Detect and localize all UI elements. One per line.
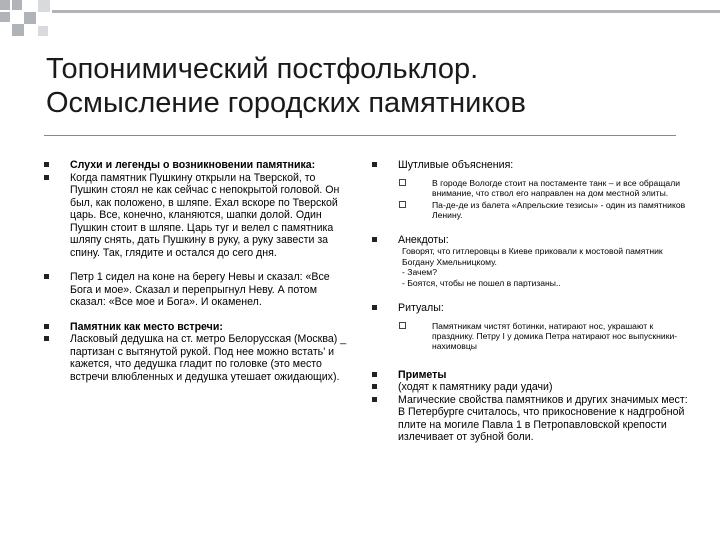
square-bullet-icon [372,162,377,167]
decor-square-6 [38,0,50,12]
bullet-item [372,302,692,315]
rumors-heading: Слухи и легенды о возникновении памятника: [70,159,316,171]
title-divider [44,135,676,136]
sub-bullet-item [372,321,692,351]
decor-square-7 [38,26,48,36]
square-bullet-icon [44,274,49,279]
decor-square-1 [0,0,10,10]
square-bullet-icon [372,397,377,402]
right-column [372,159,692,444]
decor-bar [52,10,720,13]
bullet-item [372,369,692,382]
left-column [44,159,354,383]
hollow-square-bullet-icon [399,179,406,186]
bullet-item [44,271,354,309]
omens-text: (ходят к памятнику ради удачи) [398,381,553,393]
rituals-heading: Ритуалы: [398,302,444,314]
hollow-square-bullet-icon [399,201,406,208]
square-bullet-icon [372,305,377,310]
square-bullet-icon [44,175,49,180]
lenin-ballet-text: Па-де-де из балета «Апрельские тезисы» - один из памятников Ленину. [432,199,686,220]
square-bullet-icon [372,237,377,242]
title-line-1: Топонимический постфольклор. [46,53,479,85]
square-bullet-icon [372,372,377,377]
bullet-item [44,172,354,260]
jokes-heading: Шутливые объяснения: [398,159,514,171]
sub-bullet-item [372,178,692,198]
decor-square-3 [0,12,10,22]
bullet-item [372,159,692,172]
magic-properties-text: Магические свойства памятников и других значимых мест: В Петербурге считалось, что прикосновение к надгробной плите на могиле Павла 1 в Петропавловской крепости излечивает от зубной боли. [398,393,688,443]
decor-square-2 [12,0,22,10]
grandpa-text: Ласковый дедушка на ст. метро Белорусская (Москва) _ партизан с вытянутой рукой. Под нее можно встать' и кажется, что дедушка гладит по головке (это место встречи влюбленных и дедушка утешает ожидающих). [70,333,347,383]
peter-legend: Петр 1 сидел на коне на берегу Невы и сказал: «Все Бога и мое». Сказал и перепрыгнул Неву. А потом сказал: «Все мое и Бога». И окаменел. [70,271,330,308]
bullet-item [372,234,692,247]
anecdote-line: - Боятся, чтобы не пошел в партизаны.. [402,277,561,288]
anecdote-line: Говорят, что гитлеровцы в Киеве приковали к мостовой памятник Богдану Хмельницкому. [402,246,663,267]
rituals-text: Памятникам чистят ботинки, натирают нос, украшают к празднику. Петру I у домика Петра натирают нос выпускники-нахимовцы [432,320,678,351]
bullet-item [44,159,354,172]
decor-square-4 [24,12,36,24]
vologda-tank-text: В городе Вологде стоит на постаменте танк – и все обращали внимание, что ствол его направлен на дом местной элиты. [432,177,681,198]
sub-bullet-item [372,200,692,220]
bullet-item [372,381,692,394]
decor-square-5 [12,24,24,36]
bullet-item [44,333,354,383]
title-line-2: Осмысление городских памятников [46,87,526,119]
bullet-item [44,321,354,334]
hollow-square-bullet-icon [399,322,406,329]
square-bullet-icon [44,336,49,341]
square-bullet-icon [44,324,49,329]
anecdote-line: - Зачем? [402,267,437,277]
square-bullet-icon [372,384,377,389]
omens-heading: Приметы [398,368,447,381]
meeting-place-heading: Памятник как место встречи: [70,320,223,333]
bullet-item [372,394,692,444]
pushkin-legend: Когда памятник Пушкину открыли на Тверской, то Пушкин стоял не как сейчас с непокрытой головой. Он был, как положено, в шляпе. Ехал вскоре по Тверской царь. Все, конечно, кланяются, шапки долой. Один Пушкин стоит в шляпе. Царь туг и велел с памятника шляпу снять, дать Пушкину в руку, а руку завести за спину. Так, глядите и остался до сего дня. [70,171,340,259]
square-bullet-icon [44,162,49,167]
anecdotes-heading: Анекдоты: [398,233,449,246]
slide-title [46,52,686,120]
